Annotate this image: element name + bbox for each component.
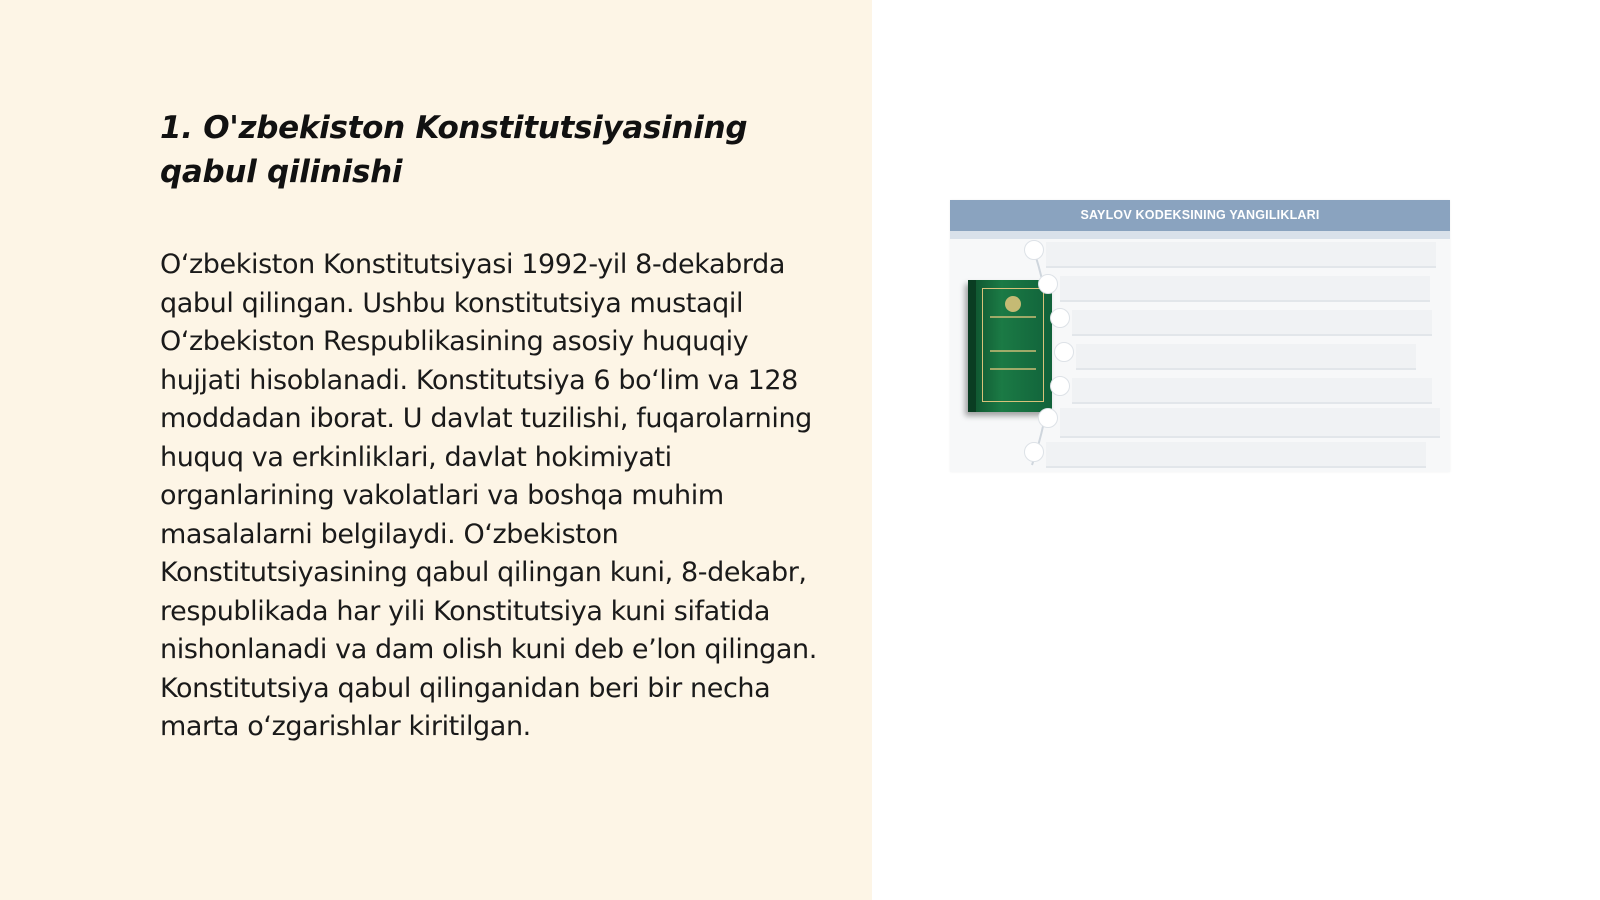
- slide-title: 1. O'zbekiston Konstitutsiyasining qabul qilinishi: [160, 110, 748, 190]
- infographic-header: SAYLOV KODEKSINING YANGILIKLARI: [950, 200, 1450, 231]
- list-bullet: [1050, 308, 1070, 328]
- slide-body-text: O‘zbekiston Konstitutsiyasi 1992-yil 8-dekabrda qabul qilingan. Ushbu konstitutsiya mustaqil O‘zbekiston Respublikasining asosiy huquqiy hujjati hisoblanadi. Konstitutsiya 6 bo‘lim va 128 moddadan iborat. U davlat tuzilishi, fuqarolarning huquq va erkinliklari, davlat hokimiyati organlarining vakolatlari va boshqa muhim masalalarni belgilaydi. O‘zbekiston Konstitutsiyasining qabul qilingan kuni, 8-dekabr, respublikada har yili Konstitutsiya kuni sifatida nishonlanadi va dam olish kuni deb e’lon qilingan. Konstitutsiya qabul qilinganidan beri bir necha marta o‘zgarishlar kiritilgan.: [160, 249, 817, 742]
- infographic-subheader-strip: [950, 231, 1450, 239]
- code-book-image: [968, 280, 1052, 412]
- list-item: [1046, 242, 1436, 268]
- list-item: [1060, 276, 1430, 302]
- list-item: [1076, 344, 1416, 370]
- saylov-infographic-image: [950, 200, 1450, 472]
- list-bullet: [1054, 342, 1074, 362]
- list-bullet: [1050, 376, 1070, 396]
- emblem-icon: [1005, 296, 1021, 312]
- list-item: [1060, 408, 1440, 438]
- book-rule: [990, 350, 1036, 352]
- book-rule: [990, 368, 1036, 370]
- list-bullet: [1038, 408, 1058, 428]
- list-item: [1072, 378, 1432, 404]
- book-spine: [968, 280, 976, 412]
- book-rule: [990, 316, 1036, 318]
- list-bullet: [1024, 442, 1044, 462]
- list-bullet: [1038, 274, 1058, 294]
- list-item: [1046, 442, 1426, 468]
- list-item: [1072, 310, 1432, 336]
- list-bullet: [1024, 240, 1044, 260]
